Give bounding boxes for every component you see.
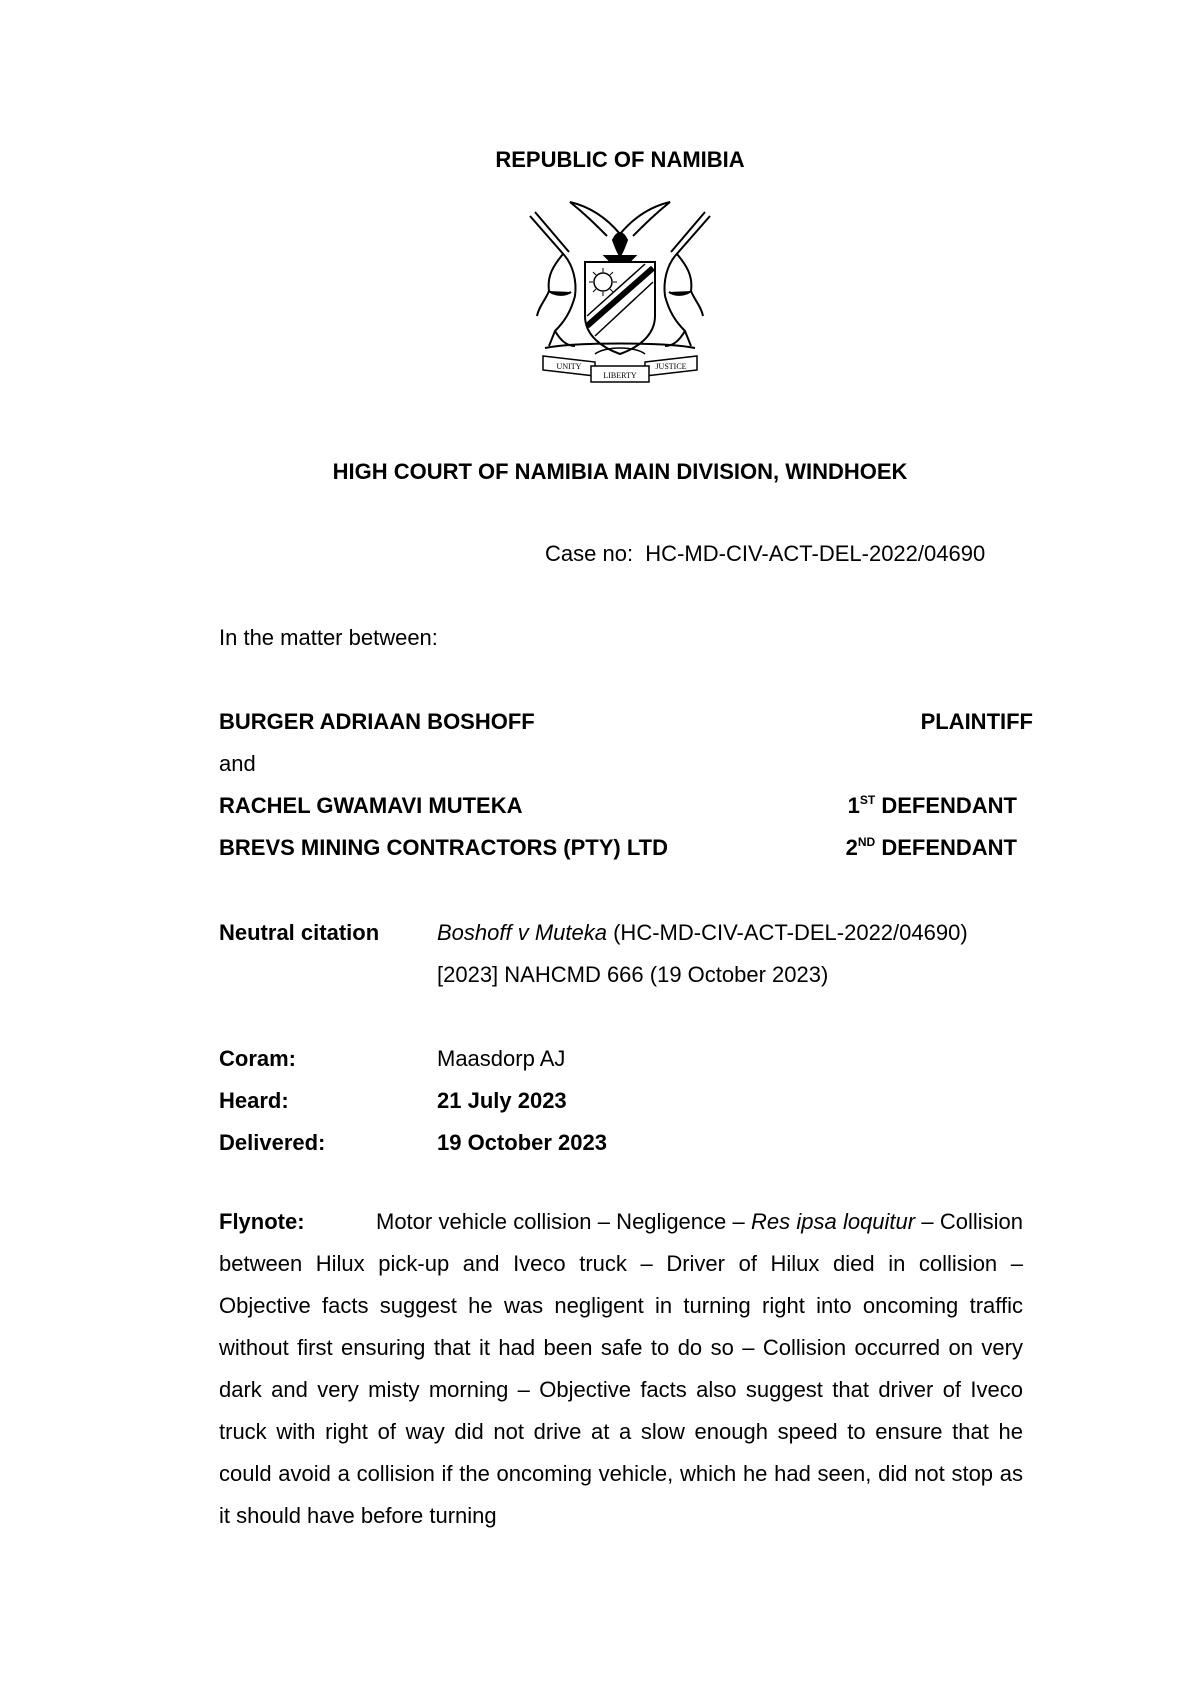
case-number-line <box>545 541 985 567</box>
defendant1-role-label: DEFENDANT <box>881 793 1017 818</box>
defendant2-ordinal: 2 <box>845 835 858 860</box>
flynote-text-part2: – Collision between Hilux pick-up and Iveco truck – Driver of Hilux died in collision – Objective facts suggest he was negligent in turning right into oncoming traffic without first ensuring that it had been safe to do so – Collision occurred on very dark and very misty morning – Objective facts also suggest that driver of Iveco truck with right of way did not drive at a slow enough speed to ensure that he could avoid a collision if the oncoming vehicle, which he had seen, did not stop as it should have before turning <box>219 1209 1023 1528</box>
citation-label: Neutral citation <box>219 920 380 945</box>
flynote-text-part1: Motor vehicle collision – Negligence – <box>376 1209 751 1234</box>
defendant2-name: BREVS MINING CONTRACTORS (PTY) LTD <box>219 835 668 860</box>
namibia-coat-of-arms-icon <box>525 196 715 396</box>
defendant1-ordinal-suffix: ST <box>859 793 876 807</box>
coram-label: Coram: <box>219 1046 297 1071</box>
court-heading: HIGH COURT OF NAMIBIA MAIN DIVISION, WINDHOEK <box>332 459 908 484</box>
republic-heading: REPUBLIC OF NAMIBIA <box>495 147 745 172</box>
citation-case-name: Boshoff v Muteka <box>437 920 607 945</box>
flynote-label: Flynote: <box>219 1209 305 1234</box>
citation-line-1 <box>437 920 968 946</box>
citation-case-number: (HC-MD-CIV-ACT-DEL-2022/04690) <box>613 920 968 945</box>
shield-icon <box>585 262 655 354</box>
coram-value: Maasdorp AJ <box>437 1046 566 1071</box>
delivered-value: 19 October 2023 <box>437 1130 607 1155</box>
citation-line-2: [2023] NAHCMD 666 (19 October 2023) <box>437 962 829 987</box>
oryx-right-icon <box>664 212 710 346</box>
case-number-value: HC-MD-CIV-ACT-DEL-2022/04690 <box>645 541 986 566</box>
svg-text:UNITY: UNITY <box>556 362 582 371</box>
defendant2-ordinal-suffix: ND <box>857 835 876 849</box>
heard-label: Heard: <box>219 1088 289 1113</box>
defendant2-role <box>846 835 1017 861</box>
and-text: and <box>219 751 256 776</box>
eagle-icon <box>570 202 670 262</box>
defendant1-name: RACHEL GWAMAVI MUTEKA <box>219 793 523 818</box>
oryx-left-icon <box>530 212 576 346</box>
svg-text:JUSTICE: JUSTICE <box>655 362 687 371</box>
matter-between: In the matter between: <box>219 625 438 650</box>
plaintiff-role: PLAINTIFF <box>920 709 1033 734</box>
flynote-italic: Res ipsa loquitur <box>750 1209 916 1234</box>
delivered-label: Delivered: <box>219 1130 326 1155</box>
flynote-paragraph <box>219 1201 1023 1537</box>
defendant1-ordinal: 1 <box>847 793 860 818</box>
plaintiff-name: BURGER ADRIAAN BOSHOFF <box>219 709 535 734</box>
svg-text:LIBERTY: LIBERTY <box>603 371 637 380</box>
motto-ribbon-icon <box>543 356 697 382</box>
heard-value: 21 July 2023 <box>437 1088 567 1113</box>
case-number-label: Case no: <box>545 541 634 566</box>
defendant1-role <box>848 793 1017 819</box>
defendant2-role-label: DEFENDANT <box>881 835 1017 860</box>
